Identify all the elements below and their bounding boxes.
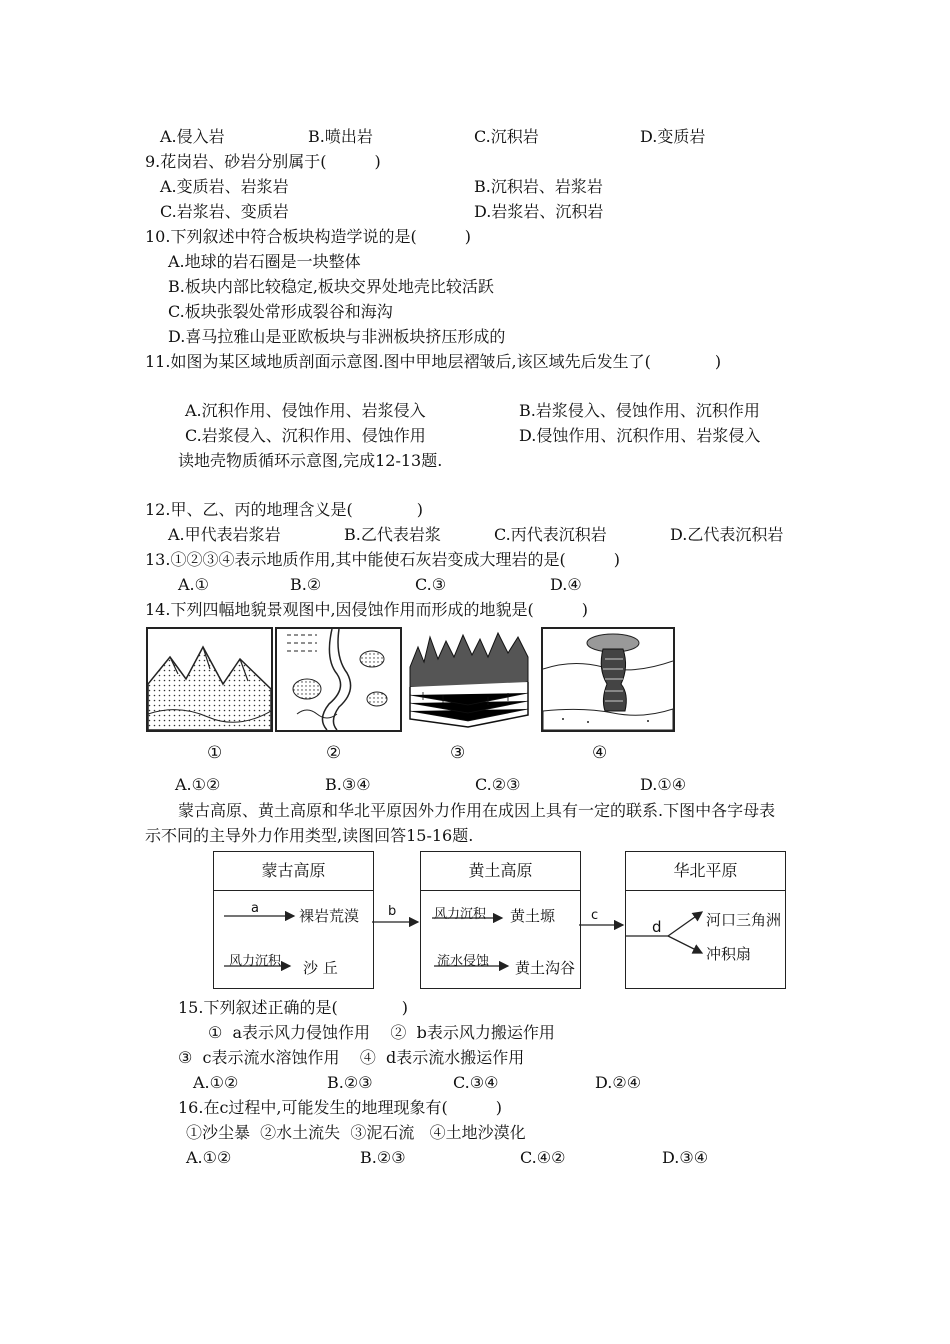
q10-option-d: D.喜马拉雅山是亚欧板块与非洲板块挤压形成的 bbox=[168, 327, 506, 346]
q15-option-b: B.②③ bbox=[327, 1073, 373, 1092]
q10-option-a: A.地球的岩石圈是一块整体 bbox=[168, 252, 361, 271]
flow-box1-wind-deposition: 风力沉积 bbox=[229, 954, 282, 969]
picture-label-3: ③ bbox=[450, 743, 466, 763]
q13-option-a: A.① bbox=[178, 575, 209, 594]
q14-option-d: D.①④ bbox=[640, 775, 687, 794]
intro-15-16-line2: 示不同的主导外力作用类型,读图回答15-16题. bbox=[145, 826, 474, 845]
flow-label-c: c bbox=[591, 908, 599, 923]
q14-option-c: C.②③ bbox=[475, 775, 521, 794]
q10-option-b: B.板块内部比较稳定,板块交界处地壳比较活跃 bbox=[168, 277, 494, 296]
flow-river-delta: 河口三角洲 bbox=[706, 911, 782, 929]
flow-label-d: d bbox=[652, 918, 662, 936]
q16-phenomena: ①沙尘暴 ②水土流失 ③泥石流 ④土地沙漠化 bbox=[186, 1123, 526, 1142]
q16-option-b: B.②③ bbox=[360, 1148, 406, 1167]
q10-stem: 10.下列叙述中符合板块构造学说的是( ) bbox=[145, 227, 471, 246]
q10-option-c: C.板块张裂处常形成裂谷和海沟 bbox=[168, 302, 393, 321]
q9-option-d: D.岩浆岩、沉积岩 bbox=[474, 202, 604, 221]
q15-option-d: D.②④ bbox=[595, 1073, 642, 1092]
q11-option-a: A.沉积作用、侵蚀作用、岩浆侵入 bbox=[185, 401, 426, 420]
q14-option-a: A.①② bbox=[175, 775, 221, 794]
q15-option-c: C.③④ bbox=[453, 1073, 499, 1092]
q15-statements-1: ① a表示风力侵蚀作用 ② b表示风力搬运作用 bbox=[208, 1023, 555, 1042]
q14-stem: 14.下列四幅地貌景观图中,因侵蚀作用而形成的地貌是( ) bbox=[145, 600, 589, 619]
q8-option-a: A.侵入岩 bbox=[160, 127, 225, 146]
q12-option-b: B.乙代表岩浆 bbox=[344, 525, 441, 544]
picture-label-4: ④ bbox=[592, 743, 608, 763]
flow-water-erosion: 流水侵蚀 bbox=[437, 954, 490, 969]
q13-option-b: B.② bbox=[290, 575, 322, 594]
box3-title: 华北平原 bbox=[626, 852, 785, 891]
flow-alluvial-fan: 冲积扇 bbox=[706, 945, 752, 963]
q16-option-c: C.④② bbox=[520, 1148, 566, 1167]
q15-stem: 15.下列叙述正确的是( ) bbox=[178, 998, 408, 1017]
q16-option-d: D.③④ bbox=[662, 1148, 709, 1167]
q9-option-b: B.沉积岩、岩浆岩 bbox=[474, 177, 603, 196]
intro-12-13: 读地壳物质循环示意图,完成12-13题. bbox=[178, 451, 443, 470]
q14-option-b: B.③④ bbox=[325, 775, 371, 794]
q11-stem: 11.如图为某区域地质剖面示意图.图中甲地层褶皱后,该区域先后发生了( ) bbox=[145, 352, 722, 371]
q12-option-d: D.乙代表沉积岩 bbox=[670, 525, 784, 544]
q8-option-b: B.喷出岩 bbox=[308, 127, 373, 146]
q9-option-a: A.变质岩、岩浆岩 bbox=[160, 177, 289, 196]
q9-stem: 9.花岗岩、砂岩分别属于( ) bbox=[145, 152, 381, 171]
picture-label-1: ① bbox=[207, 743, 223, 763]
box1-title: 蒙古高原 bbox=[214, 852, 373, 891]
box2-title: 黄土高原 bbox=[421, 852, 580, 891]
q15-statements-2: ③ c表示流水溶蚀作用 ④ d表示流水搬运作用 bbox=[178, 1048, 525, 1067]
picture-label-2: ② bbox=[326, 743, 342, 763]
q15-option-a: A.①② bbox=[193, 1073, 239, 1092]
intro-15-16-line1: 蒙古高原、黄土高原和华北平原因外力作用在成因上具有一定的联系.下图中各字母表 bbox=[178, 801, 776, 820]
flow-sand-dune: 沙 丘 bbox=[303, 959, 338, 977]
flow-bare-rock-desert: 裸岩荒漠 bbox=[299, 907, 360, 925]
q11-option-c: C.岩浆侵入、沉积作用、侵蚀作用 bbox=[185, 426, 426, 445]
q12-option-a: A.甲代表岩浆岩 bbox=[168, 525, 281, 544]
flow-box2-wind-deposition: 风力沉积 bbox=[434, 907, 487, 922]
flow-loess-gully: 黄土沟谷 bbox=[515, 959, 576, 977]
q12-stem: 12.甲、乙、丙的地理含义是( ) bbox=[145, 500, 423, 519]
q9-option-c: C.岩浆岩、变质岩 bbox=[160, 202, 289, 221]
q13-stem: 13.①②③④表示地质作用,其中能使石灰岩变成大理岩的是( ) bbox=[145, 550, 621, 569]
q16-stem: 16.在c过程中,可能发生的地理现象有( ) bbox=[178, 1098, 502, 1117]
q11-option-d: D.侵蚀作用、沉积作用、岩浆侵入 bbox=[519, 426, 761, 445]
flow-label-a: a bbox=[251, 901, 259, 916]
q13-option-c: C.③ bbox=[415, 575, 447, 594]
flow-loess-tableland: 黄土塬 bbox=[510, 907, 556, 925]
q16-option-a: A.①② bbox=[186, 1148, 232, 1167]
q11-option-b: B.岩浆侵入、侵蚀作用、沉积作用 bbox=[519, 401, 760, 420]
q8-option-c: C.沉积岩 bbox=[474, 127, 539, 146]
q8-option-d: D.变质岩 bbox=[640, 127, 706, 146]
flow-label-b: b bbox=[388, 904, 397, 919]
q13-option-d: D.④ bbox=[550, 575, 582, 594]
q12-option-c: C.丙代表沉积岩 bbox=[494, 525, 607, 544]
